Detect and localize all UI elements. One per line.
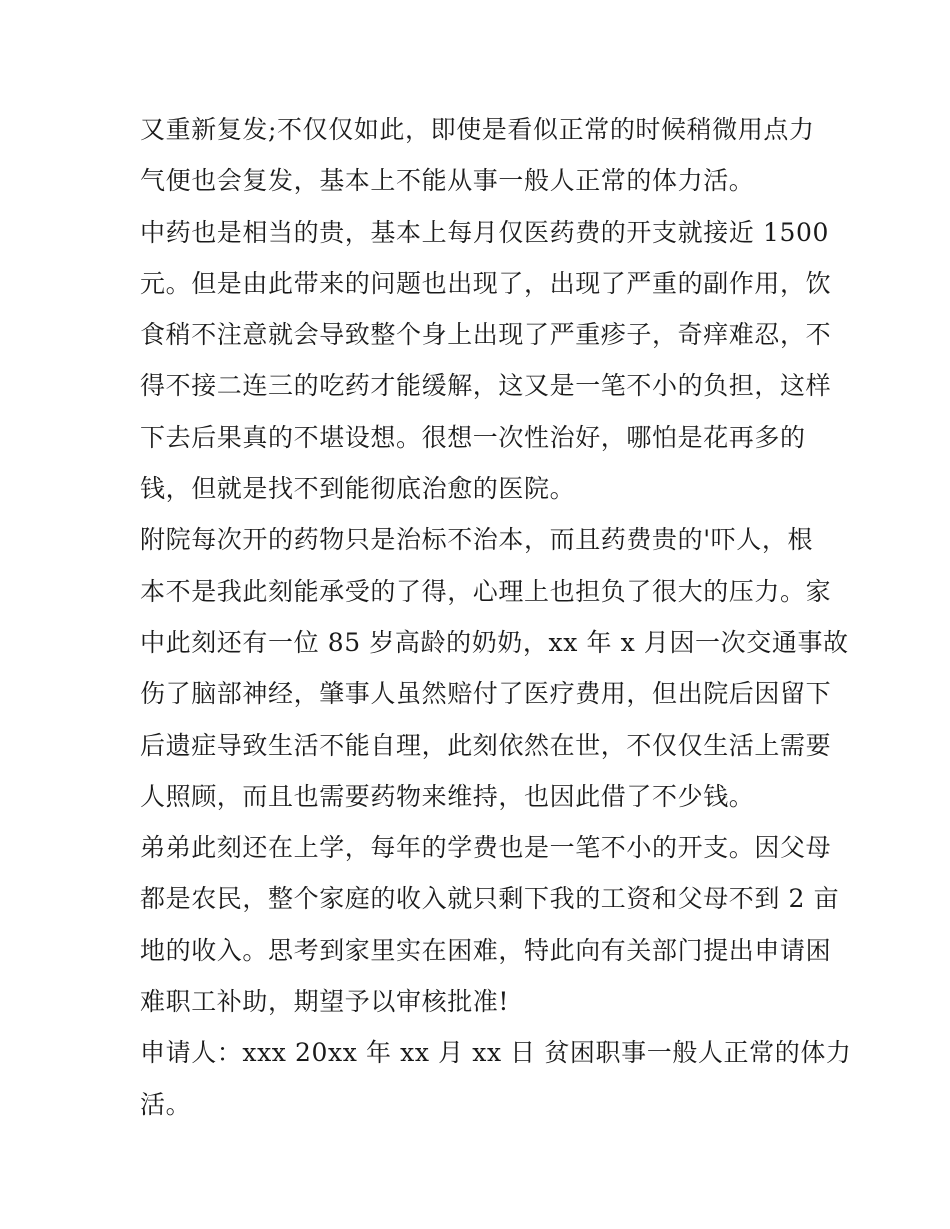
text-line: 食稍不注意就会导致整个身上出现了严重疹子，奇痒难忍，不 <box>140 320 832 350</box>
text-line: 下去后果真的不堪设想。很想一次性治好，哪怕是花再多的 <box>140 422 806 452</box>
text-line: 都是农民，整个家庭的收入就只剩下我的工资和父母不到 2 亩 <box>140 884 840 914</box>
text-line: 难职工补助，期望予以审核批准! <box>140 987 510 1017</box>
text-line: 钱，但就是找不到能彻底治愈的医院。 <box>140 474 576 504</box>
text-line: 地的收入。思考到家里实在困难，特此向有关部门提出申请困 <box>140 935 832 965</box>
text-line: 得不接二连三的吃药才能缓解，这又是一笔不小的负担，这样 <box>140 371 832 401</box>
text-line: 申请人：xxx 20xx 年 xx 月 xx 日 贫困职事一般人正常的体力 <box>140 1038 852 1068</box>
document-body <box>140 104 852 1130</box>
text-line: 后遗症导致生活不能自理，此刻依然在世，不仅仅生活上需要 <box>140 730 832 760</box>
text-line: 中药也是相当的贵，基本上每月仅医药费的开支就接近 1500 <box>140 217 829 247</box>
text-line: 弟弟此刻还在上学，每年的学费也是一笔不小的开支。因父母 <box>140 833 832 863</box>
text-line: 附院每次开的药物只是治标不治本，而且药费贵的'吓人，根 <box>140 525 814 555</box>
text-line: 活。 <box>140 1089 192 1119</box>
text-line: 中此刻还有一位 85 岁高龄的奶奶，xx 年 x 月因一次交通事故 <box>140 627 849 657</box>
text-line: 元。但是由此带来的问题也出现了，出现了严重的副作用，饮 <box>140 268 832 298</box>
text-line: 本不是我此刻能承受的了得，心理上也担负了很大的压力。家 <box>140 576 832 606</box>
text-line: 人照顾，而且也需要药物来维持，也因此借了不少钱。 <box>140 781 755 811</box>
text-line: 气便也会复发，基本上不能从事一般人正常的体力活。 <box>140 166 755 196</box>
text-line: 又重新复发;不仅仅如此，即使是看似正常的时候稍微用点力 <box>140 115 815 144</box>
text-line: 伤了脑部神经，肇事人虽然赔付了医疗费用，但出院后因留下 <box>140 679 832 709</box>
